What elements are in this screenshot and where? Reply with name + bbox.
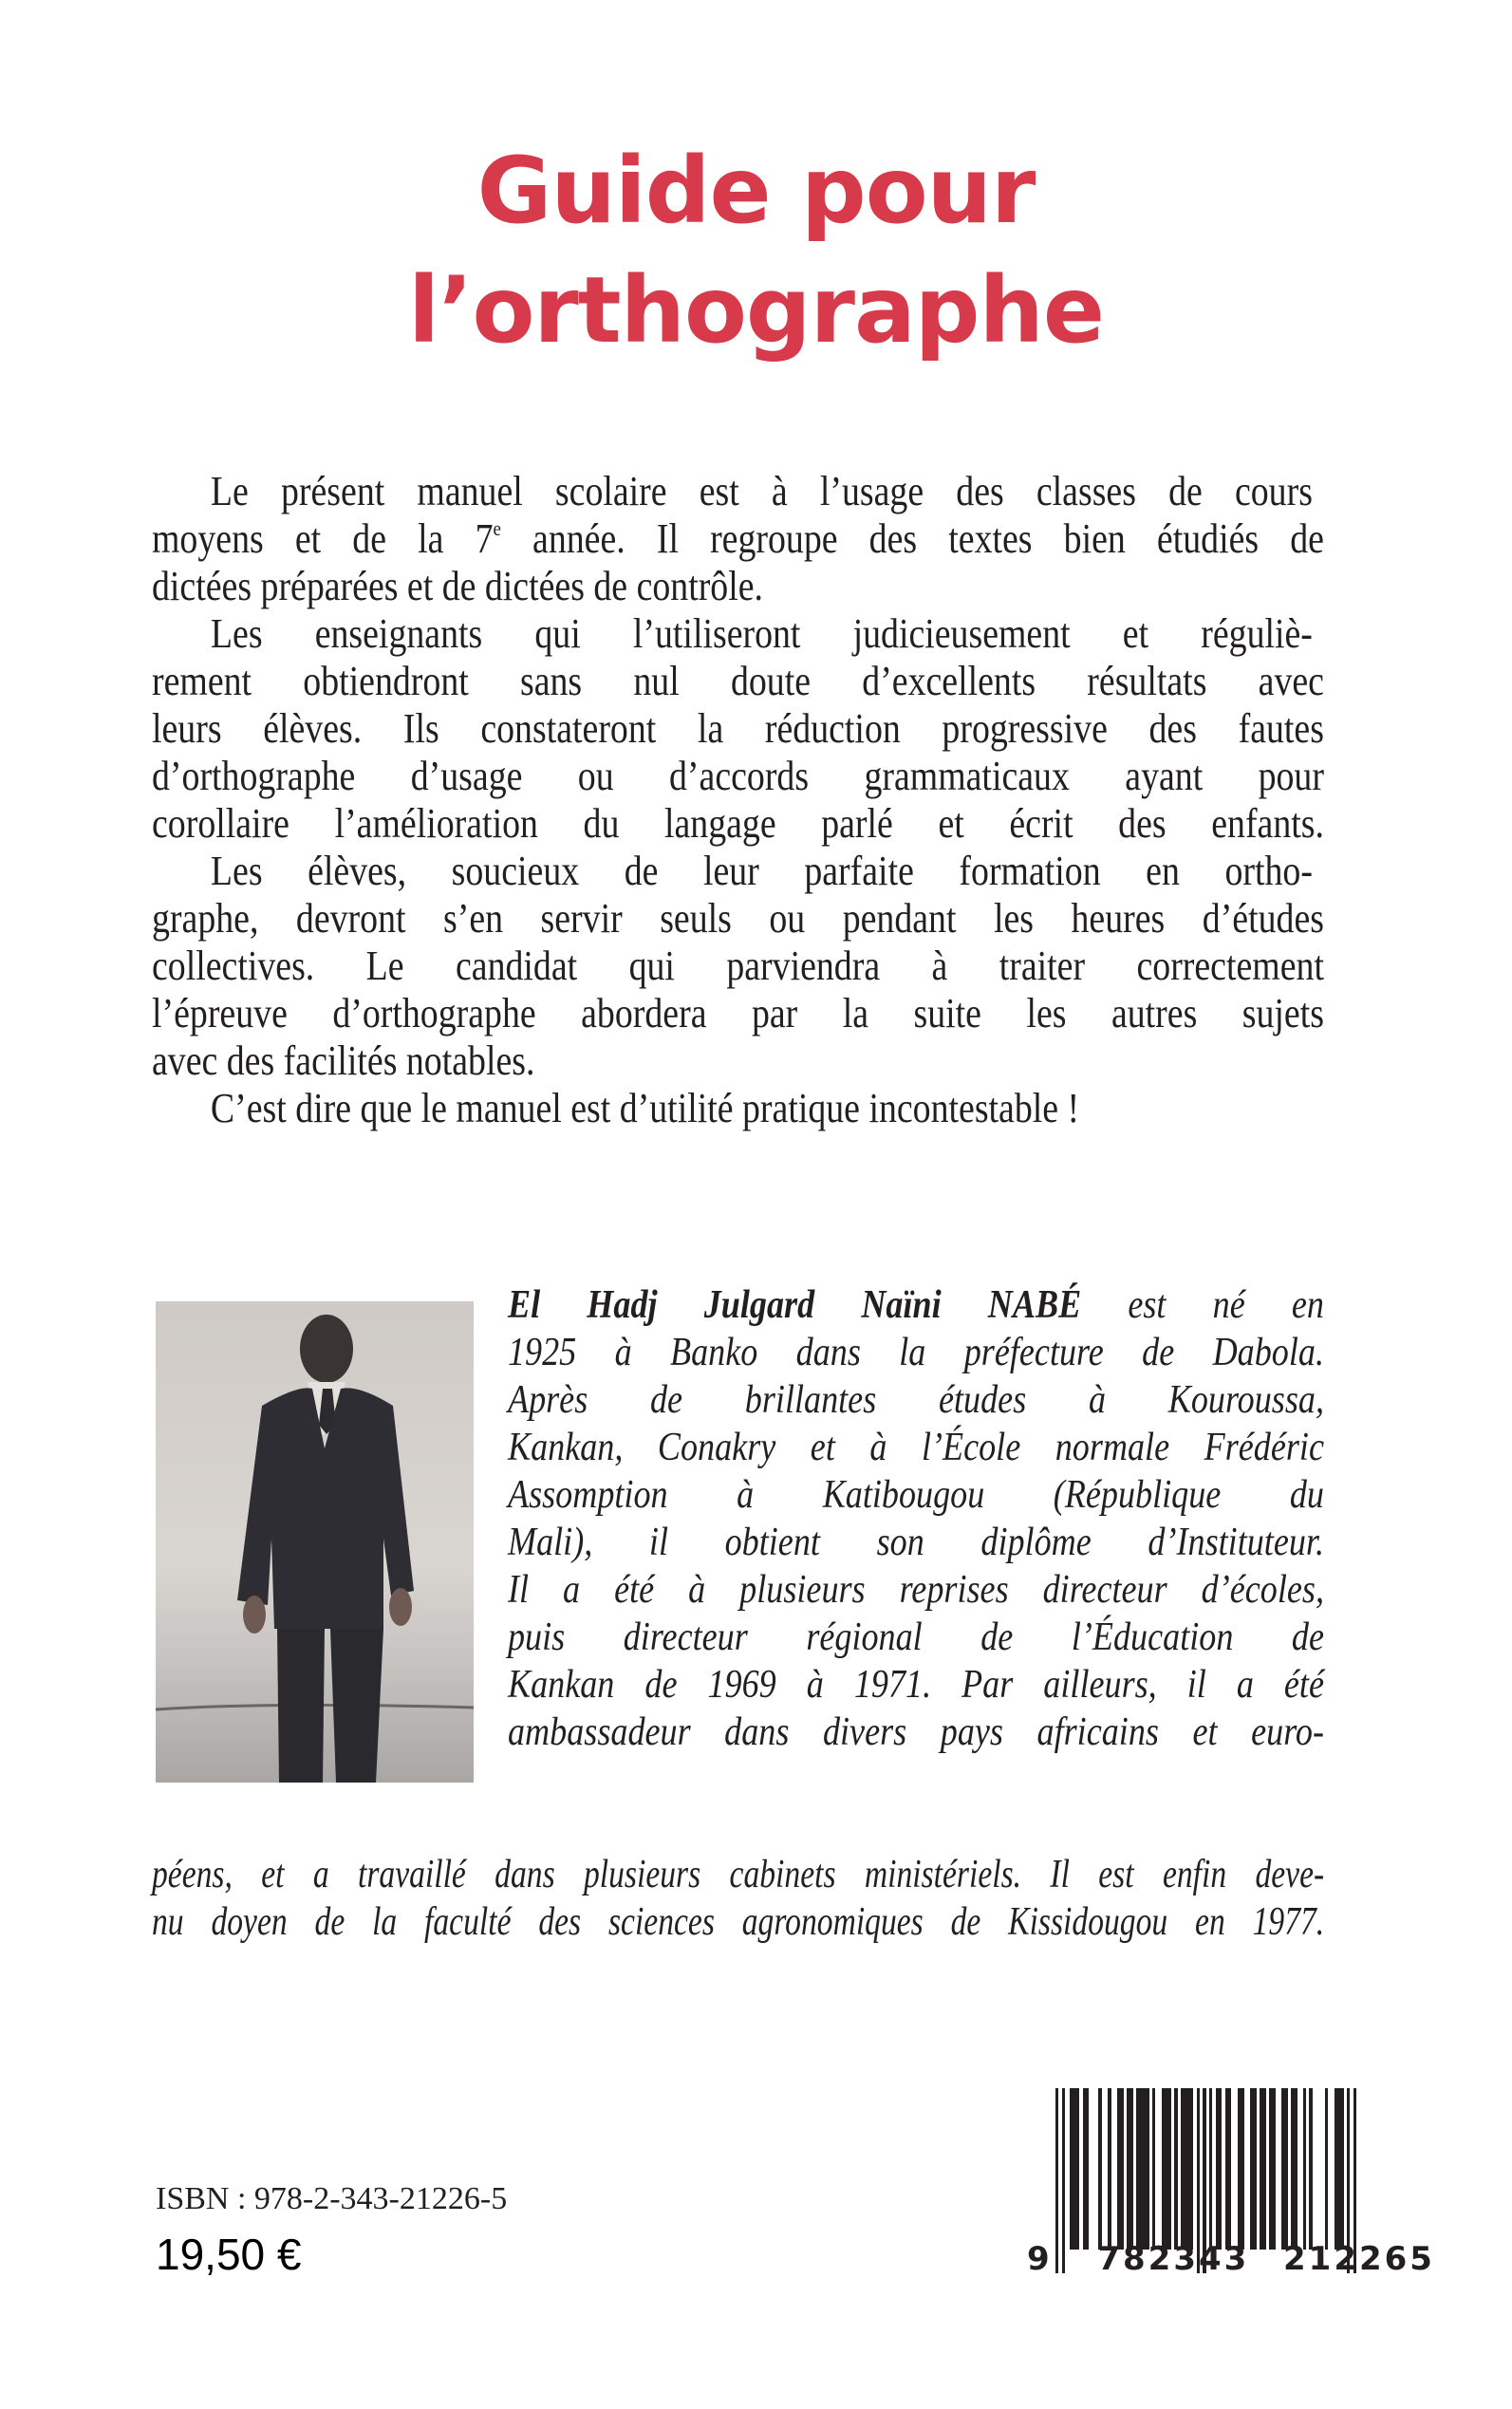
bio-line: El Hadj Julgard Naïni NABÉ est né en xyxy=(508,1283,1324,1327)
bio-line: Il a été à plusieurs reprises directeur d’écoles, xyxy=(508,1568,1324,1612)
description-line: C’est dire que le manuel est d’utilité pratique incontestable ! xyxy=(210,1085,1080,1131)
description-text xyxy=(152,468,1324,1132)
description-line: Les élèves, soucieux de leur parfaite formation en ortho- xyxy=(210,848,1313,894)
barcode-left-group: 782343 xyxy=(1097,2240,1250,2278)
bio-line: Après de brillantes études à Kouroussa, xyxy=(508,1378,1324,1422)
description-line: graphe, devront s’en servir seuls ou pendant les heures d’études xyxy=(152,895,1324,942)
description-line: Les enseignants qui l’utiliseront judicieusement et réguliè- xyxy=(210,610,1313,657)
bio-line: nu doyen de la faculté des sciences agronomiques de Kissidougou en 1977. xyxy=(152,1900,1325,1944)
description-line: corollaire l’amélioration du langage parlé et écrit des enfants. xyxy=(152,800,1324,847)
description-line: l’épreuve d’orthographe abordera par la suite les autres sujets xyxy=(152,990,1324,1036)
bio-line: 1925 à Banko dans la préfecture de Dabola. xyxy=(508,1331,1324,1374)
bio-line: ambassadeur dans divers pays africains et euro- xyxy=(508,1710,1324,1754)
author-bio xyxy=(508,1281,1324,1756)
author-name: El Hadj Julgard Naïni NABÉ xyxy=(508,1283,1082,1327)
bio-line: Kankan, Conakry et à l’École normale Frédéric xyxy=(508,1426,1324,1469)
barcode-digits xyxy=(1027,2240,1435,2278)
barcode-right-group: 212265 xyxy=(1283,2240,1435,2278)
description-line: dictées préparées et de dictées de contrôle. xyxy=(152,563,764,609)
book-title-line-2: l’orthographe xyxy=(408,257,1104,364)
description-line: Le présent manuel scolaire est à l’usage des classes de cours xyxy=(210,468,1313,514)
author-photo xyxy=(156,1301,474,1783)
description-line: collectives. Le candidat qui parviendra à traiter correctement xyxy=(152,943,1324,989)
barcode-first-digit: 9 xyxy=(1027,2240,1053,2278)
description-line: rement obtiendront sans nul doute d’excellents résultats avec xyxy=(152,658,1324,704)
bio-line: puis directeur régional de l’Éducation de xyxy=(508,1615,1324,1659)
bio-line: Kankan de 1969 à 1971. Par ailleurs, il a été xyxy=(508,1663,1324,1707)
description-line: d’orthographe d’usage ou d’accords grammaticaux ayant pour xyxy=(152,753,1324,799)
book-title xyxy=(0,131,1512,370)
isbn-label: ISBN : 978-2-343-21226-5 xyxy=(156,2181,508,2216)
author-portrait-icon xyxy=(156,1301,474,1783)
bio-line: Assomption à Katibougou (République du xyxy=(508,1473,1324,1517)
description-line: moyens et de la 7e année. Il regroupe des textes bien étudiés de xyxy=(152,515,1324,562)
bio-line: péens, et a travaillé dans plusieurs cabinets ministériels. Il est enfin deve- xyxy=(152,1853,1325,1896)
bio-line: Mali), il obtient son diplôme d’Instituteur. xyxy=(508,1521,1324,1564)
price-label: 19,50 € xyxy=(156,2230,302,2279)
description-line: leurs élèves. Ils constateront la réduction progressive des fautes xyxy=(152,705,1324,752)
book-title-line-1: Guide pour xyxy=(476,138,1036,244)
author-bio-continued xyxy=(152,1851,1324,1946)
description-line: avec des facilités notables. xyxy=(152,1037,535,1084)
